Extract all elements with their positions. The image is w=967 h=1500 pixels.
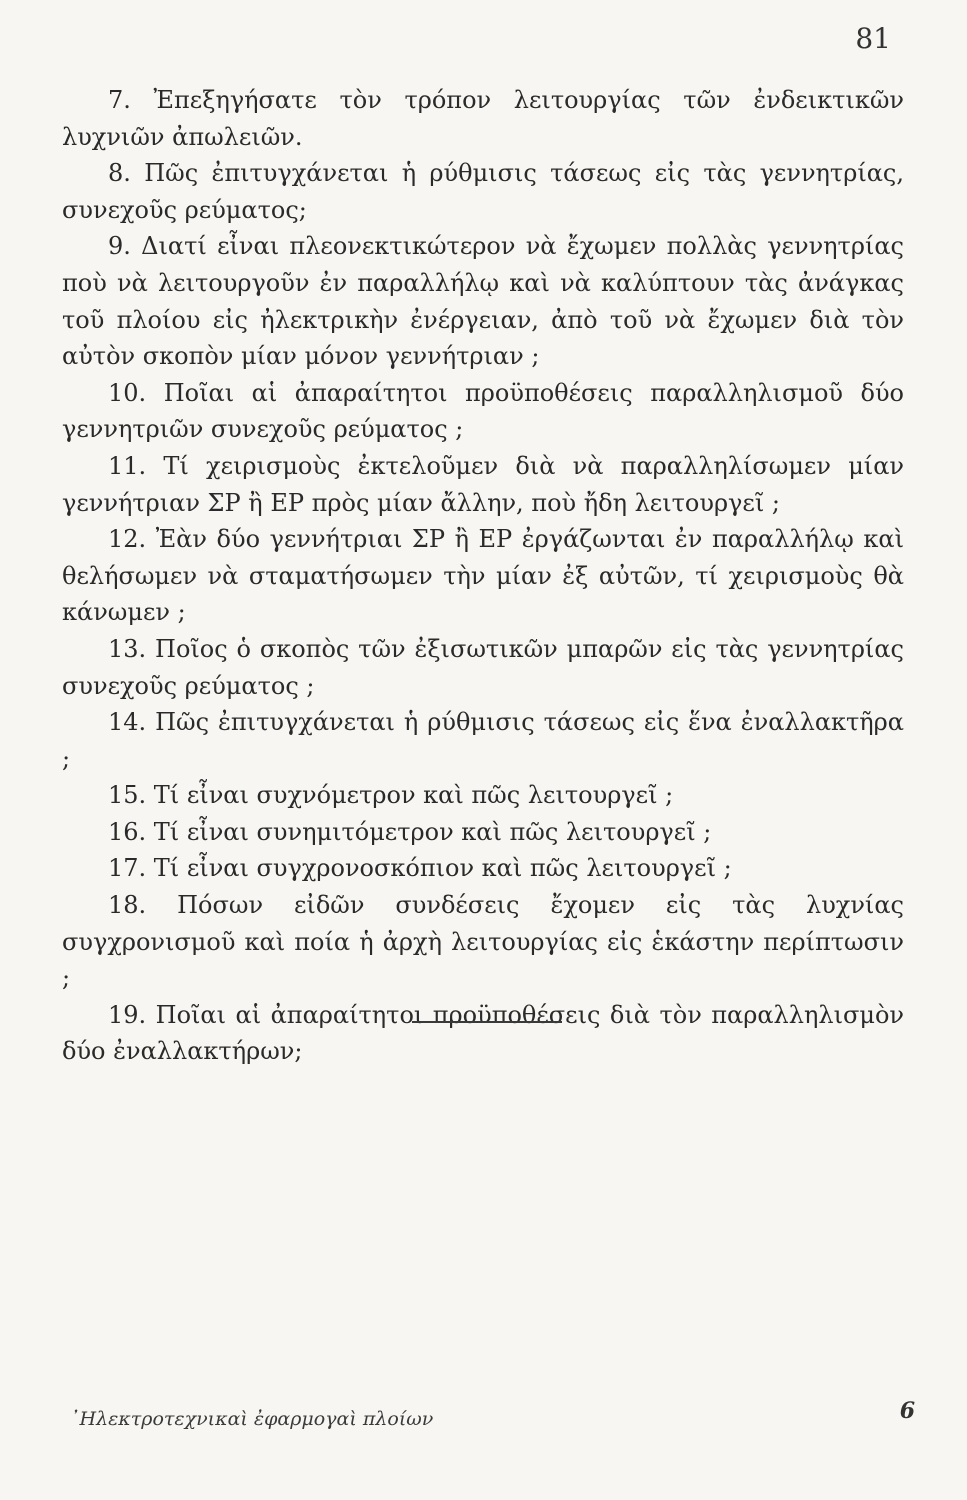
question-7: 7. Ἐπεξηγήσατε τὸν τρόπον λειτουργίας τῶν ἐνδεικτικῶν λυχνιῶν ἀπωλειῶν.	[62, 86, 904, 151]
question-9: 9. Διατί εἶναι πλεονεκτικώτερον νὰ ἔχωμεν πολλὰς γεννητρίας ποὺ νὰ λειτουργοῦν ἐν παραλλήλῳ καὶ νὰ καλύπτουν τὰς ἀνάγκας τοῦ πλοίου εἰς ἠλεκτρικὴν ἐνέργειαν, ἀπὸ τοῦ νὰ ἔχωμεν διὰ τὸν αὐτὸν σκοπὸν μίαν μόνον γεννήτριαν ;	[62, 232, 904, 371]
section-divider	[412, 1021, 562, 1023]
question-11: 11. Τί χειρισμοὺς ἐκτελοῦμεν διὰ νὰ παραλληλίσωμεν μίαν γεννήτριαν ΣΡ ἢ ΕΡ πρὸς μίαν ἄλλην, ποὺ ἤδη λειτουργεῖ ;	[62, 451, 904, 517]
question-19: 19. Ποῖαι αἱ ἀπαραίτητοι προϋποθέσεις διὰ τὸν παραλληλισμὸν δύο ἐναλλακτήρων;	[62, 1000, 904, 1066]
footer-book-title: ᾿Ηλεκτροτεχνικαὶ ἐφαρμογαὶ πλοίων	[70, 1408, 434, 1430]
question-12: 12. Ἐὰν δύο γεννήτριαι ΣΡ ἢ ΕΡ ἐργάζωνται ἐν παραλλήλῳ καὶ θελήσωμεν νὰ σταματήσωμεν τὴν μίαν ἐξ αὐτῶν, τί χειρισμοὺς θὰ κάνωμεν ;	[62, 525, 904, 627]
question-14: 14. Πῶς ἐπιτυγχάνεται ἡ ρύθμισις τάσεως εἰς ἕνα ἐναλλακτῆρα ;	[62, 708, 904, 773]
question-16: 16. Τί εἶναι συνημιτόμετρον καὶ πῶς λειτουργεῖ ;	[108, 817, 712, 846]
question-list	[62, 82, 904, 1070]
question-8: 8. Πῶς ἐπιτυγχάνεται ἡ ρύθμισις τάσεως εἰς τὰς γεννητρίας, συνεχοῦς ρεύματος;	[62, 159, 904, 224]
question-17: 17. Τί εἶναι συγχρονοσκόπιον καὶ πῶς λειτουργεῖ ;	[108, 854, 732, 883]
page-number: 81	[855, 22, 891, 55]
question-13: 13. Ποῖος ὁ σκοπὸς τῶν ἐξισωτικῶν μπαρῶν εἰς τὰς γεννητρίας συνεχοῦς ρεύματος ;	[62, 634, 904, 700]
signature-mark: 6	[899, 1398, 915, 1424]
question-18: 18. Πόσων εἰδῶν συνδέσεις ἔχομεν εἰς τὰς λυχνίας συγχρονισμοῦ καὶ ποία ἡ ἀρχὴ λειτουργίας εἰς ἑκάστην περίπτωσιν ;	[62, 891, 904, 993]
question-15: 15. Τί εἶναι συχνόμετρον καὶ πῶς λειτουργεῖ ;	[108, 781, 674, 810]
question-10: 10. Ποῖαι αἱ ἀπαραίτητοι προϋποθέσεις παραλληλισμοῦ δύο γεννητριῶν συνεχοῦς ρεύματος ;	[62, 378, 904, 444]
